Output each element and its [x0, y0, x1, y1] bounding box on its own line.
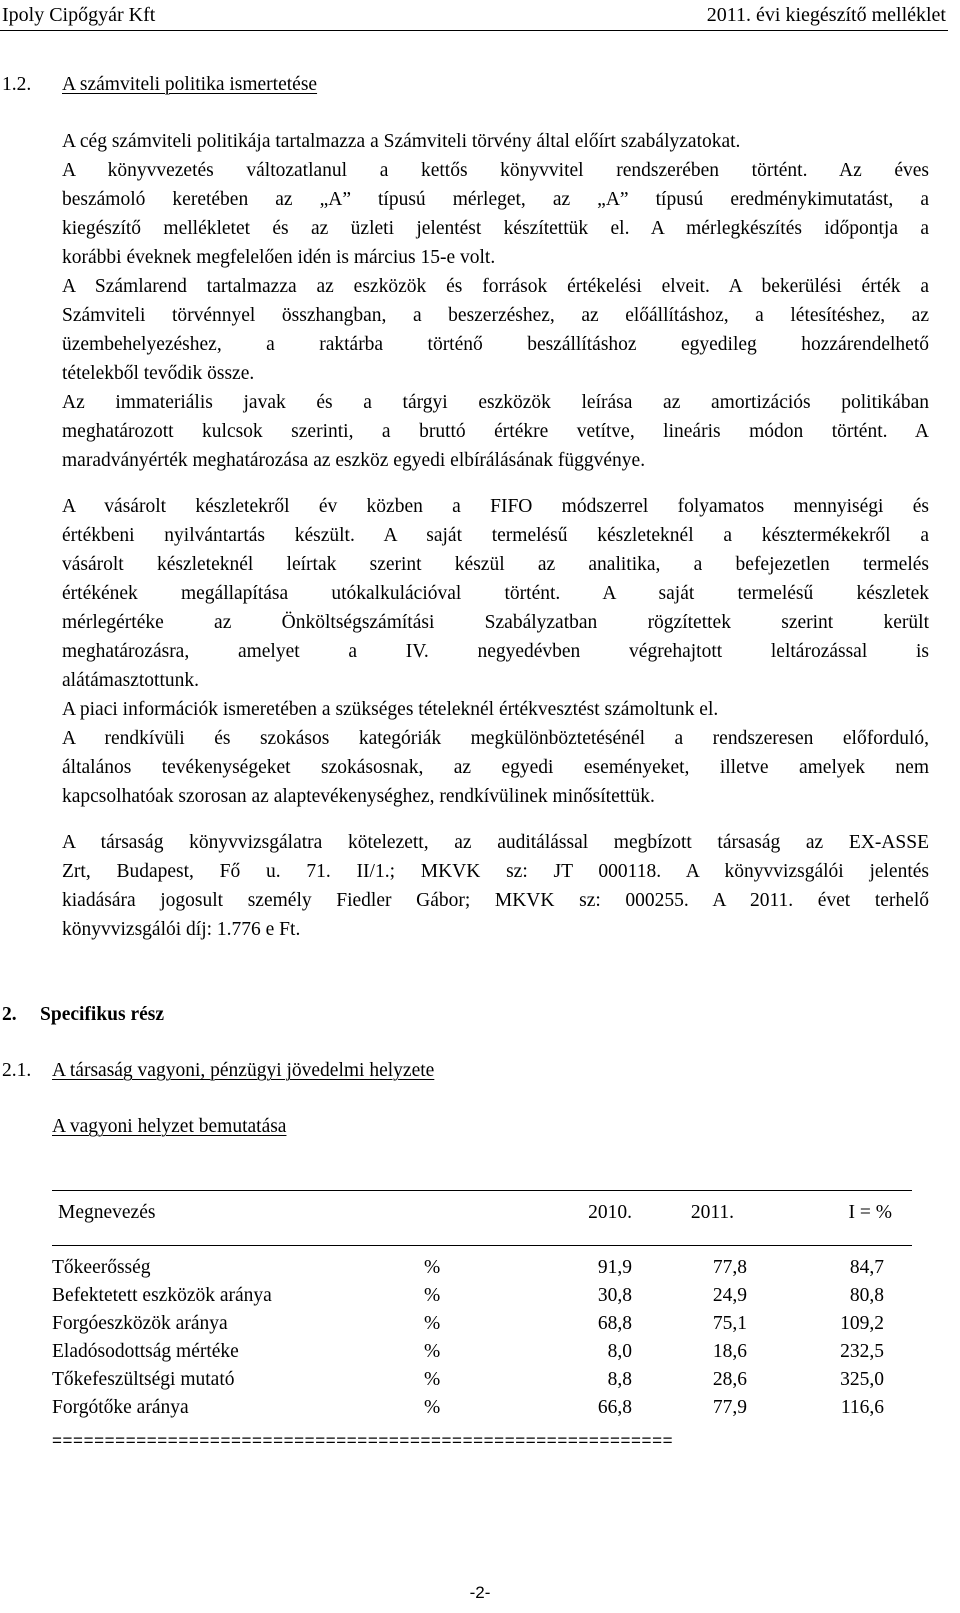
table-header-rule [52, 1245, 912, 1246]
table-row [52, 1337, 912, 1365]
paragraph-line: A társaság könyvvizsgálatra kötelezett, az auditálással megbízott társaság az EX-ASSE [62, 832, 929, 853]
row-index: 232,5 [840, 1341, 884, 1362]
paragraph-line: tételekből tevődik össze. [62, 363, 255, 384]
paragraph-line: értékének megállapítása utókalkulációval történt. A saját termelésű készletek [62, 583, 929, 604]
table-footer-rule: =========================================================== [52, 1431, 674, 1450]
paragraph-line: Számviteli törvénnyel összhangban, a beszerzéshez, az előállításhoz, a létesítéshez, az [62, 305, 929, 326]
header-2011: 2011. [690, 1202, 734, 1223]
paragraph-line: üzembehelyezéshez, a raktárba történő beszállításhoz egyedileg hozzárendelhető [62, 334, 929, 355]
section-1-2-number: 1.2. [2, 74, 32, 95]
header-doc-title: 2011. évi kiegészítő melléklet [706, 4, 946, 26]
section-2-number: 2. [2, 1004, 17, 1025]
row-name: Befektetett eszközök aránya [52, 1285, 272, 1306]
header-index: I = % [848, 1202, 892, 1223]
row-2011: 75,1 [712, 1313, 747, 1334]
row-name: Forgóeszközök aránya [52, 1313, 228, 1334]
paragraph-line: kiegészítő mellékletet és az üzleti jelentést készítettük el. A mérlegkészítés időpontja a [62, 218, 929, 239]
row-2011: 18,6 [712, 1341, 747, 1362]
header-2010: 2010. [588, 1202, 632, 1223]
row-2011: 77,8 [712, 1257, 747, 1278]
row-2010: 68,8 [597, 1313, 632, 1334]
paragraph-line: alátámasztottunk. [62, 670, 199, 691]
paragraph-line: korábbi éveknek megfelelően idén is március 15-e volt. [62, 247, 496, 268]
table-row [52, 1393, 912, 1421]
table-header-row [52, 1198, 912, 1226]
paragraph-accounting-policy [62, 127, 929, 475]
section-2-1-subtitle: A vagyoni helyzet bemutatása [52, 1116, 287, 1137]
page-number: -2- [469, 1583, 491, 1602]
row-name: Forgótőke aránya [52, 1397, 189, 1418]
table-row [52, 1281, 912, 1309]
paragraph-line: maradványérték meghatározása az eszköz egyedi elbírálásának függvénye. [62, 450, 646, 471]
paragraph-line: A Számlarend tartalmazza az eszközök és források értékelési elveit. A bekerülési érték a [62, 276, 929, 297]
paragraph-line: A piaci információk ismeretében a szükséges tételeknél értékvesztést számoltunk el. [62, 699, 719, 720]
row-index: 325,0 [840, 1369, 884, 1390]
row-index: 109,2 [840, 1313, 884, 1334]
row-unit: % [424, 1257, 441, 1278]
table-row [52, 1253, 912, 1281]
table-top-rule [52, 1190, 912, 1191]
section-2-1-title: A társaság vagyoni, pénzügyi jövedelmi helyzete [52, 1060, 435, 1081]
row-unit: % [424, 1369, 441, 1390]
paragraph-line: A cég számviteli politikája tartalmazza a Számviteli törvény által előírt szabályzatokat. [62, 131, 741, 152]
section-2-1-number: 2.1. [2, 1060, 32, 1081]
row-2011: 28,6 [712, 1369, 747, 1390]
paragraph-line: meghatározott kulcsok szerinti, a bruttó értékre vetítve, lineáris módon történt. A [62, 421, 929, 442]
table-row [52, 1365, 912, 1393]
section-1-2-title: A számviteli politika ismertetése [62, 74, 318, 95]
page-header [0, 0, 948, 31]
paragraph-line: Az immateriális javak és a tárgyi eszközök leírása az amortizációs politikában [62, 392, 929, 413]
row-unit: % [424, 1285, 441, 1306]
paragraph-inventory [62, 492, 929, 811]
paragraph-line: értékbeni nyilvántartás készült. A saját termelésű készleteknél a késztermékekről a [62, 525, 929, 546]
row-2011: 77,9 [712, 1397, 747, 1418]
row-2010: 8,0 [607, 1341, 632, 1362]
section-1-2-heading [2, 70, 31, 99]
header-name: Megnevezés [58, 1202, 156, 1223]
row-unit: % [424, 1397, 441, 1418]
row-index: 116,6 [840, 1397, 884, 1418]
row-2010: 91,9 [597, 1257, 632, 1278]
paragraph-line: könyvvizsgálói díj: 1.776 e Ft. [62, 919, 301, 940]
row-name: Tőkefeszültségi mutató [52, 1369, 235, 1390]
paragraph-line: mérlegértéke az Önköltségszámítási Szabályzatban rögzítettek szerint került [62, 612, 929, 633]
paragraph-line: A vásárolt készletekről év közben a FIFO módszerrel folyamatos mennyiségi és [62, 496, 929, 517]
row-index: 80,8 [849, 1285, 884, 1306]
paragraph-line: A rendkívüli és szokásos kategóriák megkülönböztetésénél a rendszeresen előforduló, [62, 728, 929, 749]
paragraph-audit [62, 828, 929, 944]
section-2-title: Specifikus rész [40, 1004, 165, 1025]
paragraph-line: vásárolt készleteknél leírtak szerint készül az analitika, a befejezetlen termelés [62, 554, 929, 575]
table-row [52, 1309, 912, 1337]
row-2010: 8,8 [607, 1369, 632, 1390]
row-2010: 30,8 [597, 1285, 632, 1306]
paragraph-line: beszámoló keretében az „A” típusú mérleget, az „A” típusú eredménykimutatást, a [62, 189, 929, 210]
paragraph-line: általános tevékenységeket szokásosnak, az egyedi eseményeket, illetve amelyek nem [62, 757, 929, 778]
row-2010: 66,8 [597, 1397, 632, 1418]
paragraph-line: kiadására jogosult személy Fiedler Gábor; MKVK sz: 000255. A 2011. évet terhelő [62, 890, 929, 911]
row-unit: % [424, 1313, 441, 1334]
paragraph-line: Zrt, Budapest, Fő u. 71. II/1.; MKVK sz: JT 000118. A könyvvizsgálói jelentés [62, 861, 929, 882]
row-2011: 24,9 [712, 1285, 747, 1306]
row-index: 84,7 [849, 1257, 884, 1278]
row-name: Tőkeerősség [52, 1257, 151, 1278]
paragraph-line: A könyvvezetés változatlanul a kettős könyvvitel rendszerében történt. Az éves [62, 160, 929, 181]
row-name: Eladósodottság mértéke [52, 1341, 239, 1362]
header-company: Ipoly Cipőgyár Kft [2, 4, 156, 26]
paragraph-line: meghatározásra, amelyet a IV. negyedévben végrehajtott leltározással is [62, 641, 929, 662]
row-unit: % [424, 1341, 441, 1362]
paragraph-line: kapcsolhatóak szorosan az alaptevékenységhez, rendkívülinek minősítettük. [62, 786, 655, 807]
